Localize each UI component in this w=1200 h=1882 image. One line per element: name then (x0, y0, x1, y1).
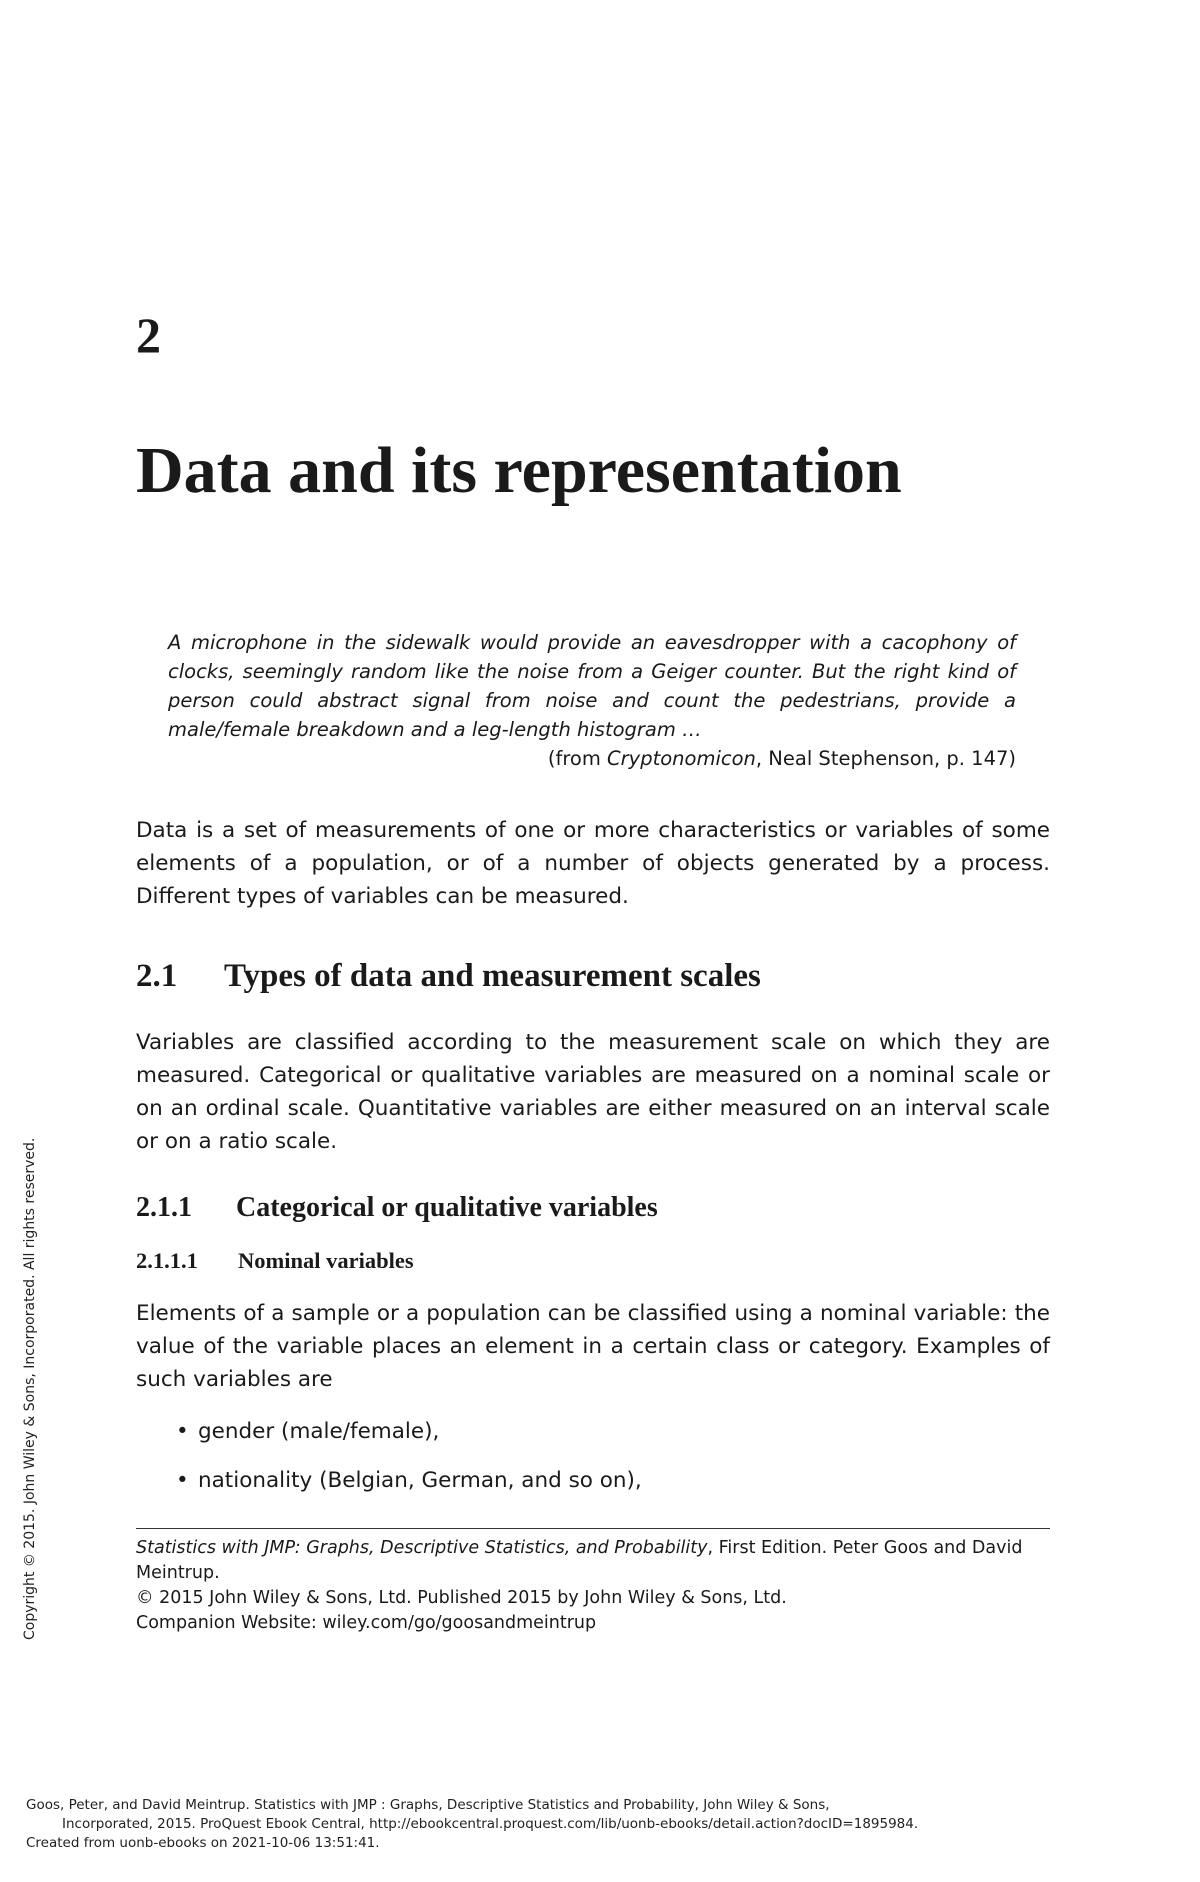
footnote-book-line (136, 1536, 1036, 1586)
epigraph (168, 628, 1016, 773)
bullet-icon: • (176, 1468, 189, 1493)
section-2-1-paragraph: Variables are classified according to the measurement scale on which they are measured. Categorical or qualitative variables are measured on a nominal scale or on an ordinal scale. Quantitative variables are either measured on an interval scale or on a ratio scale. (136, 1030, 1050, 1154)
subsection-title: Categorical or qualitative variables (236, 1192, 658, 1223)
footnote-book-suffix: , First Edition. Peter Goos and David Meintrup. (136, 1538, 1023, 1583)
section-2-1-1-1-heading (136, 1250, 414, 1273)
footer-citation-line-1: Goos, Peter, and David Meintrup. Statistics with JMP : Graphs, Descriptive Statistics and Probability, John Wiley & Sons, (26, 1797, 830, 1813)
footnote-divider (136, 1528, 1050, 1529)
subsubsection-title: Nominal variables (238, 1248, 414, 1273)
list-item-text: nationality (Belgian, German, and so on), (198, 1468, 642, 1493)
epigraph-source-prefix: (from (547, 747, 608, 770)
footnote-copyright: © 2015 John Wiley & Sons, Ltd. Published 2015 by John Wiley & Sons, Ltd. (136, 1588, 787, 1608)
side-copyright-notice: Copyright © 2015. John Wiley & Sons, Incorporated. All rights reserved. (22, 1137, 38, 1640)
footer-created-line: Created from uonb-ebooks on 2021-10-06 13:51:41. (26, 1835, 380, 1851)
footer-citation-line-2: Incorporated, 2015. ProQuest Ebook Central, http://ebookcentral.proquest.com/lib/uonb-ebooks/detail.action?docID=1895984. (62, 1816, 919, 1832)
examples-list (176, 1415, 642, 1513)
list-item-text: gender (male/female), (198, 1419, 440, 1444)
subsubsection-number: 2.1.1.1 (136, 1248, 198, 1273)
section-2-1-1-heading (136, 1194, 658, 1222)
footnote (136, 1536, 1036, 1636)
footnote-website: Companion Website: wiley.com/go/goosandmeintrup (136, 1613, 597, 1633)
epigraph-source-suffix: , Neal Stephenson, p. 147) (755, 747, 1016, 770)
nominal-paragraph: Elements of a sample or a population can be classified using a nominal variable: the value of the variable places an element in a certain class or category. Examples of such variables are (136, 1301, 1050, 1392)
list-item (176, 1464, 642, 1497)
epigraph-quote: A microphone in the sidewalk would provide an eavesdropper with a cacophony of clocks, seemingly random like the noise from a Geiger counter. But the right kind of person could abstract signal from noise and count the pedestrians, provide a male/female breakdown and a leg-length histogram … (168, 631, 1016, 741)
epigraph-source (168, 744, 1016, 773)
subsection-number: 2.1.1 (136, 1192, 192, 1223)
footnote-book-title: Statistics with JMP: Graphs, Descriptive Statistics, and Probability (136, 1538, 708, 1558)
section-title: Types of data and measurement scales (224, 958, 761, 994)
list-item (176, 1415, 642, 1448)
section-2-1-heading (136, 960, 761, 993)
chapter-title: Data and its representation (136, 434, 902, 507)
section-number: 2.1 (136, 958, 178, 994)
chapter-number: 2 (136, 307, 161, 363)
intro-paragraph: Data is a set of measurements of one or more characteristics or variables of some elements of a population, or of a number of objects generated by a process. Different types of variables can be measured. (136, 818, 1050, 909)
epigraph-source-title: Cryptonomicon (607, 747, 756, 770)
page-footer (26, 1796, 1186, 1853)
bullet-icon: • (176, 1419, 189, 1444)
